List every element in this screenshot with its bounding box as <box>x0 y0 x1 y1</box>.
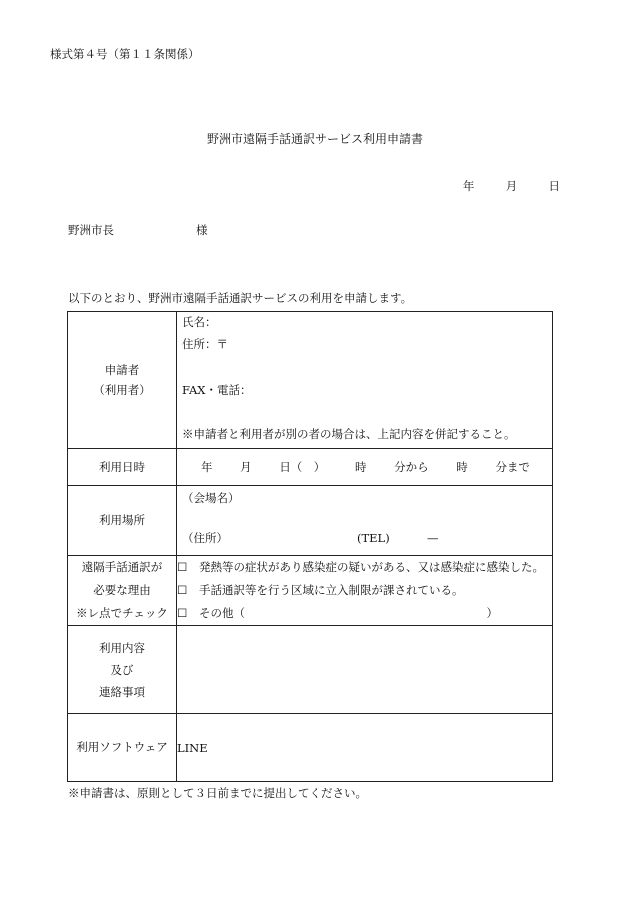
application-table <box>67 311 553 782</box>
usage-datetime-row <box>68 449 553 486</box>
intro-text: 以下のとおり、野洲市遠隔手話通訳サービスの利用を申請します。 <box>68 291 413 305</box>
addressee <box>68 222 208 238</box>
applicant-address-label: 住所：〒 <box>182 337 228 351</box>
date-line <box>463 178 560 194</box>
applicant-content[interactable] <box>177 312 553 449</box>
datetime-hour-from: 時 <box>354 460 367 474</box>
reason-option[interactable]: ☐ その他（ ） <box>177 602 552 625</box>
contents-label: 利用内容 及び 連絡事項 <box>68 626 177 714</box>
contents-field[interactable] <box>177 626 553 714</box>
applicant-label: 申請者 （利用者） <box>68 312 177 449</box>
usage-place-label: 利用場所 <box>68 486 177 556</box>
applicant-note: ※申請者と利用者が別の者の場合は、上記内容を併記すること。 <box>182 427 516 441</box>
datetime-minute-from: 分から <box>394 460 429 474</box>
checkbox-icon[interactable]: ☐ <box>177 606 188 620</box>
applicant-name-label: 氏名： <box>182 315 217 329</box>
datetime-month: 月 <box>240 460 252 474</box>
reason-label: 遠隔手話通訳が 必要な理由 ※レ点でチェック <box>68 556 177 626</box>
checkbox-icon[interactable]: ☐ <box>177 583 188 597</box>
date-day-label: 日 <box>548 179 560 193</box>
datetime-year: 年 <box>201 460 213 474</box>
addressee-mayor: 野洲市長 <box>68 223 114 237</box>
datetime-hour-to: 時 <box>456 460 468 474</box>
reason-option[interactable]: ☐ 発熱等の症状があり感染症の疑いがある、又は感染症に感染した。 <box>177 556 552 579</box>
usage-datetime-label: 利用日時 <box>68 449 177 486</box>
checkbox-icon[interactable]: ☐ <box>177 560 188 574</box>
applicant-fax-tel-label: FAX・電話： <box>182 383 252 397</box>
date-year-label: 年 <box>462 179 475 193</box>
page-title: 野洲市遠隔手話通訳サービス利用申請書 <box>206 132 423 146</box>
reason-option[interactable]: ☐ 手話通訳等を行う区域に立入制限が課されている。 <box>177 579 552 602</box>
venue-tel-label: (TEL) <box>357 531 390 545</box>
applicant-row <box>68 312 553 449</box>
usage-place-content[interactable] <box>177 486 553 556</box>
addressee-honorific: 様 <box>196 223 208 237</box>
reason-row <box>68 556 553 626</box>
reason-content <box>177 556 553 626</box>
venue-name-label: （会場名） <box>182 491 240 505</box>
software-row <box>68 714 553 782</box>
contents-row <box>68 626 553 714</box>
footer-note: ※申請書は、原則として３日前までに提出してください。 <box>68 786 367 800</box>
form-number: 様式第４号（第１１条関係） <box>50 47 200 61</box>
date-month-label: 月 <box>505 179 518 193</box>
software-value: LINE <box>177 714 553 782</box>
venue-address-label: （住所） <box>182 531 228 545</box>
datetime-minute-to: 分まで <box>495 460 530 474</box>
venue-tel-dash: — <box>427 531 439 545</box>
usage-datetime-content[interactable] <box>177 449 553 486</box>
software-label: 利用ソフトウェア <box>68 714 177 782</box>
datetime-day: 日（ ） <box>279 460 326 474</box>
usage-place-row <box>68 486 553 556</box>
